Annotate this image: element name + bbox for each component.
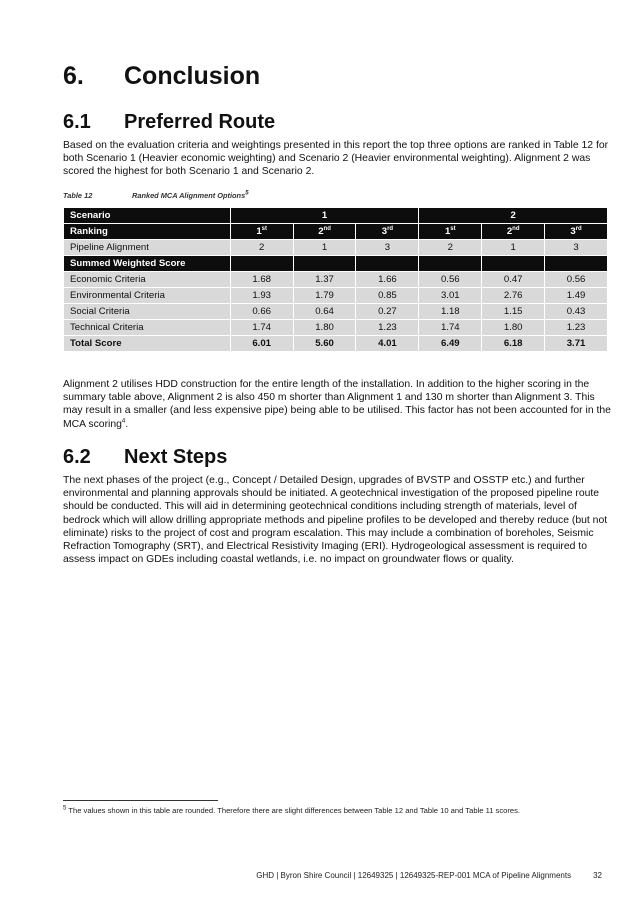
header-cell	[294, 256, 356, 271]
header-cell	[231, 256, 293, 271]
ranking-label: Ranking	[64, 224, 230, 239]
summed-weighted-score-row	[64, 256, 607, 271]
pipeline-alignment-row	[64, 240, 607, 255]
scenario-label: Scenario	[64, 208, 230, 223]
intro-paragraph: Based on the evaluation criteria and weightings presented in this report the top three options are ranked in Table 12 for both Scenario 1 (Heavier economic weighting) and Scenario 2 (Heavier environmental weighting). Alignment 2 was scored the highest for both Scenario 1 and Scenario 2.	[63, 140, 609, 178]
total-cell: 6.01	[231, 336, 293, 351]
table-cell: 1.15	[482, 304, 544, 319]
row-label: Social Criteria	[64, 304, 230, 319]
total-cell: 5.60	[294, 336, 356, 351]
table-cell: 1.80	[482, 320, 544, 335]
ranking-number: 2	[506, 226, 513, 237]
table-cell: 1	[482, 240, 544, 255]
alignment-paragraph	[63, 378, 611, 431]
table-cell: 0.85	[356, 288, 418, 303]
header-cell	[356, 256, 418, 271]
header-cell	[482, 256, 544, 271]
table-cell: 1.68	[231, 272, 293, 287]
row-label: Economic Criteria	[64, 272, 230, 287]
table-caption	[63, 191, 249, 200]
total-score-row	[64, 336, 607, 351]
ranking-suffix: rd	[575, 225, 582, 232]
alignment-paragraph-text: Alignment 2 utilises HDD construction for the entire length of the installation. In addition to the higher scoring in the summary table above, Alignment 2 is also 450 m shorter than Alignment 1 and 130 m shorter than Alignment 3. This may result in a smaller (and less expensive pipe) being able to be utilised. This factor has not been accounted for in the MCA scoring	[63, 379, 611, 430]
table-cell: 1.74	[419, 320, 481, 335]
ranking-row	[64, 224, 607, 239]
subsection-number: 6.1	[63, 111, 91, 133]
table-cell: 1.66	[356, 272, 418, 287]
table-cell: 1.93	[231, 288, 293, 303]
table-cell: 2	[231, 240, 293, 255]
ranking-suffix: nd	[512, 225, 520, 232]
technical-criteria-row	[64, 320, 607, 335]
ranking-suffix: st	[261, 225, 267, 232]
subsection-heading-next-steps	[63, 446, 227, 469]
ranking-number: 3	[570, 226, 576, 237]
ranking-header-cell	[294, 224, 356, 239]
footnote-divider	[63, 800, 218, 801]
table-cell: 3	[356, 240, 418, 255]
footnote-5	[63, 806, 520, 815]
ranking-header-cell	[419, 224, 481, 239]
section-heading	[63, 62, 260, 91]
table-cell: 0.64	[294, 304, 356, 319]
footnote-number: 5	[63, 805, 67, 812]
footnote-text: The values shown in this table are rounded. Therefore there are slight differences between Table 12 and Table 10 and Table 11 scores.	[68, 806, 521, 815]
subsection-heading-preferred-route	[63, 111, 275, 134]
total-cell: 4.01	[356, 336, 418, 351]
header-cell	[419, 256, 481, 271]
section-number: 6.	[63, 62, 84, 90]
table-caption-footnote-ref: 5	[245, 190, 249, 197]
row-label: Environmental Criteria	[64, 288, 230, 303]
subsection-title: Preferred Route	[124, 111, 276, 133]
header-cell	[545, 256, 607, 271]
table-cell: 1.80	[294, 320, 356, 335]
alignment-paragraph-end: .	[125, 418, 129, 430]
table-cell: 1.23	[356, 320, 418, 335]
table-cell: 3	[545, 240, 607, 255]
scenario-2-header: 2	[419, 208, 607, 223]
mca-alignment-table	[63, 207, 608, 352]
subsection-title: Next Steps	[124, 446, 228, 468]
ranking-header-cell	[231, 224, 293, 239]
summed-weighted-score-label: Summed Weighted Score	[64, 256, 230, 271]
scenario-row	[64, 208, 607, 223]
ranking-header-cell	[356, 224, 418, 239]
ranking-number: 1	[256, 226, 262, 237]
table-cell: 3.01	[419, 288, 481, 303]
ranking-header-cell	[545, 224, 607, 239]
ranking-number: 1	[444, 226, 451, 237]
economic-criteria-row	[64, 272, 607, 287]
footer-text: GHD | Byron Shire Council | 12649325 | 12649325-REP-001 MCA of Pipeline Alignments	[256, 871, 572, 880]
table-caption-title: Ranked MCA Alignment Options	[132, 191, 246, 200]
table-cell: 1.79	[294, 288, 356, 303]
next-steps-paragraph: The next phases of the project (e.g., Concept / Detailed Design, upgrades of BVSTP and OSSTP etc.) and further environmental and planning approvals should be initiated. A geotechnical investigation of the proposed pipeline route should be conducted. This will aid in determining geotechnical conditions including strength of materials, level of bedrock which will allow drilling appropriate methods and pipeline profiles to be developed and thereby reduce (but not eliminate) risks to the project of cost and program escalation. This may include a combination of boreholes, Seismic Refraction Tomography (SRT), and Electrical Resistivity Imaging (ERI). Hydrogeological assessment is required to assess impact on GDEs including coastal wetlands, i.e. no impact on groundwater flows or quality.	[63, 475, 608, 566]
subsection-number: 6.2	[63, 446, 91, 468]
environmental-criteria-row	[64, 288, 607, 303]
table-cell: 2	[419, 240, 481, 255]
ranking-suffix: st	[450, 225, 456, 232]
table-cell: 1.37	[294, 272, 356, 287]
section-title: Conclusion	[124, 62, 261, 90]
ranking-suffix: rd	[387, 225, 394, 232]
total-cell: 3.71	[545, 336, 607, 351]
table-caption-label: Table 12	[63, 191, 93, 200]
table-cell: 1.49	[545, 288, 607, 303]
ranking-suffix: nd	[323, 225, 331, 232]
total-cell: 6.18	[482, 336, 544, 351]
table-cell: 0.56	[545, 272, 607, 287]
table-cell: 2.76	[482, 288, 544, 303]
row-label: Technical Criteria	[64, 320, 230, 335]
scenario-1-header: 1	[231, 208, 419, 223]
table-cell: 0.47	[482, 272, 544, 287]
ranking-number: 2	[318, 226, 324, 237]
total-score-label: Total Score	[64, 336, 230, 351]
table-cell: 0.66	[231, 304, 293, 319]
table-cell: 1.74	[231, 320, 293, 335]
social-criteria-row	[64, 304, 607, 319]
table-cell: 0.56	[419, 272, 481, 287]
row-label: Pipeline Alignment	[64, 240, 230, 255]
table-cell: 1	[294, 240, 356, 255]
total-cell: 6.49	[419, 336, 481, 351]
table-cell: 0.43	[545, 304, 607, 319]
page-number: 32	[593, 871, 602, 880]
table-cell: 1.23	[545, 320, 607, 335]
table-cell: 0.27	[356, 304, 418, 319]
alignment-footnote-ref: 4	[121, 418, 126, 425]
table-cell: 1.18	[419, 304, 481, 319]
ranking-header-cell	[482, 224, 544, 239]
ranking-number: 3	[381, 226, 388, 237]
page-footer	[256, 871, 602, 880]
